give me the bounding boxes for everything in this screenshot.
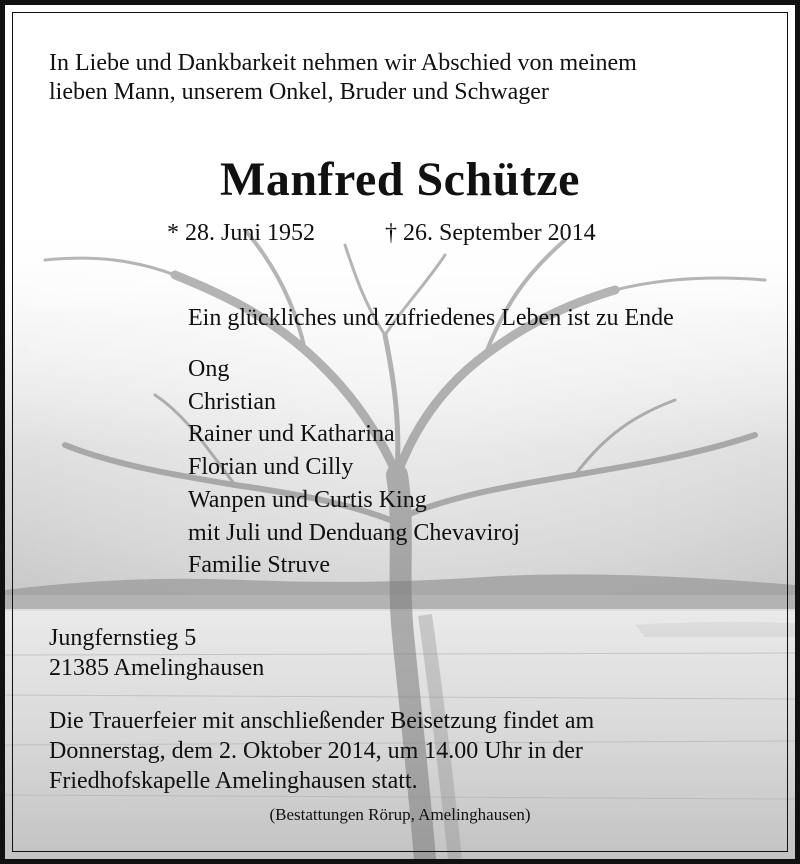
- intro-text: [49, 49, 769, 107]
- address-street: Jungfernstieg 5: [49, 625, 197, 651]
- motto-line: Ein glückliches und zufriedenes Leben ist zu Ende: [188, 305, 674, 331]
- intro-line: lieben Mann, unserem Onkel, Bruder und Schwager: [49, 79, 549, 105]
- mourner-entry: Florian und Cilly: [188, 454, 354, 481]
- birth-date: * 28. Juni 1952: [167, 220, 316, 246]
- deceased-name: Manfred Schütze: [220, 153, 580, 206]
- mourner-entry: Wanpen und Curtis King: [188, 486, 427, 513]
- mourner-entry: Ong: [188, 356, 230, 382]
- mourners-list: [188, 353, 520, 582]
- funeral-line: Friedhofskapelle Amelinghausen statt.: [49, 768, 418, 794]
- address-city: 21385 Amelinghausen: [49, 655, 265, 681]
- mourner-entry: Familie Struve: [188, 552, 330, 579]
- funeral-line: Die Trauerfeier mit anschließender Beisetzung findet am: [49, 708, 595, 734]
- mourner-entry: Rainer und Katharina: [188, 421, 395, 448]
- death-date: † 26. September 2014: [385, 220, 596, 246]
- family-address: [49, 623, 264, 683]
- mourner-entry: mit Juli und Denduang Chevaviroj: [188, 519, 520, 546]
- mourner-entry: Christian: [188, 388, 276, 415]
- undertaker-credit: (Bestattungen Rörup, Amelinghausen): [269, 805, 531, 824]
- funeral-details: [49, 706, 594, 796]
- funeral-line: Donnerstag, dem 2. Oktober 2014, um 14.00 Uhr in der: [49, 738, 583, 764]
- intro-line: In Liebe und Dankbarkeit nehmen wir Abschied von meinem: [49, 50, 637, 76]
